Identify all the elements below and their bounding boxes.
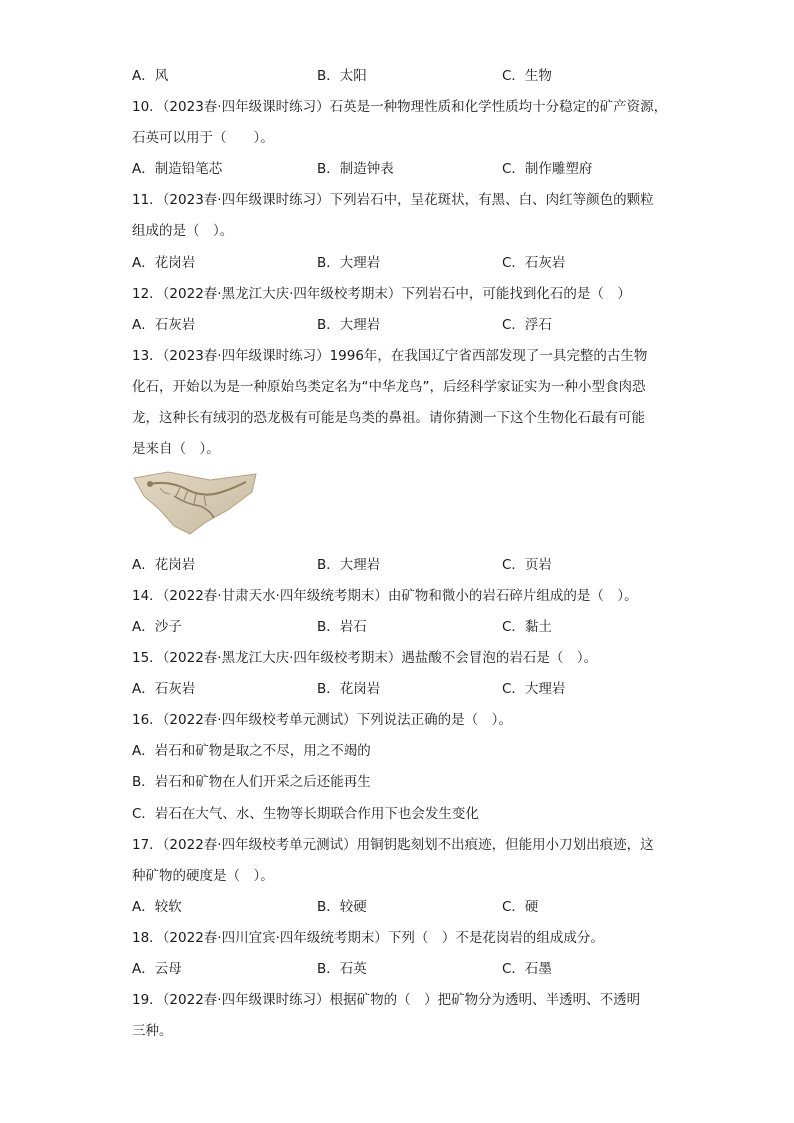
question-text-line: 13．（2023春·四年级课时练习）1996年，在我国辽宁省西部发现了一具完整的古生物 [132,348,648,364]
question-text-line: 石英可以用于（ ）。 [132,130,274,146]
question-text-line: 14．（2022春·甘肃天水·四年级统考期末）由矿物和微小的岩石碎片组成的是（ ）。 [132,588,638,604]
answer-option-a: A．较软 [132,899,182,915]
question-text-line: 龙，这种长有绒羽的恐龙极有可能是鸟类的鼻祖。请你猜测一下这个生物化石最有可能 [132,410,645,426]
question-text-line: C．岩石在大气、水、生物等长期联合作用下也会发生变化 [132,806,479,822]
question-text-line: 组成的是（ ）。 [132,223,234,239]
question-text-line: 18．（2022春·四川宜宾·四年级统考期末）下列（ ）不是花岗岩的组成成分。 [132,930,604,946]
answer-option-c: C．制作雕塑府 [502,161,593,177]
question-text-line: 17．（2022春·四年级校考单元测试）用铜钥匙刻划不出痕迹，但能用小刀划出痕迹，这 [132,837,654,853]
answer-option-a: A．花岗岩 [132,255,196,271]
question-text-line: 化石，开始以为是一种原始鸟类定名为“中华龙鸟”，后经科学家证实为一种小型食肉恐 [132,379,646,395]
answer-options-row [132,315,692,335]
answer-option-b: B．制造钟表 [317,161,394,177]
answer-option-c: C．石墨 [502,961,552,977]
answer-options-row [132,617,692,637]
answer-option-a: A．制造铅笔芯 [132,161,223,177]
question-text-line: B．岩石和矿物在人们开采之后还能再生 [132,774,371,790]
answer-option-a: A．云母 [132,961,182,977]
answer-option-b: B．石英 [317,961,367,977]
answer-option-c: C．生物 [502,68,552,84]
question-text-line: 19．（2022春·四年级课时练习）根据矿物的（ ）把矿物分为透明、半透明、不透明 [132,992,641,1008]
answer-option-b: B．太阳 [317,68,367,84]
answer-option-b: B．较硬 [317,899,367,915]
answer-option-c: C．大理岩 [502,681,566,697]
question-text-line: 种矿物的硬度是（ ）。 [132,868,274,884]
fossil-image [130,470,260,536]
answer-option-c: C．页岩 [502,557,552,573]
answer-option-a: A．风 [132,68,169,84]
answer-options-row [132,555,692,575]
answer-option-c: C．硬 [502,899,539,915]
answer-option-c: C．浮石 [502,317,552,333]
answer-options-row [132,66,692,86]
answer-option-b: B．岩石 [317,619,367,635]
answer-option-a: A．石灰岩 [132,681,196,697]
answer-options-row [132,253,692,273]
question-text-line: 10．（2023春·四年级课时练习）石英是一种物理性质和化学性质均十分稳定的矿产资源， [132,99,668,115]
answer-option-b: B．大理岩 [317,255,381,271]
question-text-line: 三种。 [132,1023,173,1039]
question-text-line: 是来自（ ）。 [132,441,220,457]
answer-options-row [132,959,692,979]
answer-option-a: A．沙子 [132,619,182,635]
answer-option-b: B．花岗岩 [317,681,381,697]
answer-option-a: A．石灰岩 [132,317,196,333]
answer-option-b: B．大理岩 [317,557,381,573]
question-text-line: A．岩石和矿物是取之不尽，用之不竭的 [132,743,371,759]
question-text-line: 12．（2022春·黑龙江大庆·四年级校考期末）下列岩石中，可能找到化石的是（ ） [132,286,631,302]
question-text-line: 11．（2023春·四年级课时练习）下列岩石中，呈花斑状，有黑、白、肉红等颜色的颗粒 [132,192,654,208]
answer-option-c: C．石灰岩 [502,255,566,271]
answer-option-a: A．花岗岩 [132,557,196,573]
question-text-line: 16．（2022春·四年级校考单元测试）下列说法正确的是（ ）。 [132,712,512,728]
answer-options-row [132,679,692,699]
answer-options-row [132,159,692,179]
question-text-line: 15．（2022春·黑龙江大庆·四年级校考期末）遇盐酸不会冒泡的岩石是（ ）。 [132,650,598,666]
answer-option-b: B．大理岩 [317,317,381,333]
answer-option-c: C．黏土 [502,619,552,635]
answer-options-row [132,897,692,917]
